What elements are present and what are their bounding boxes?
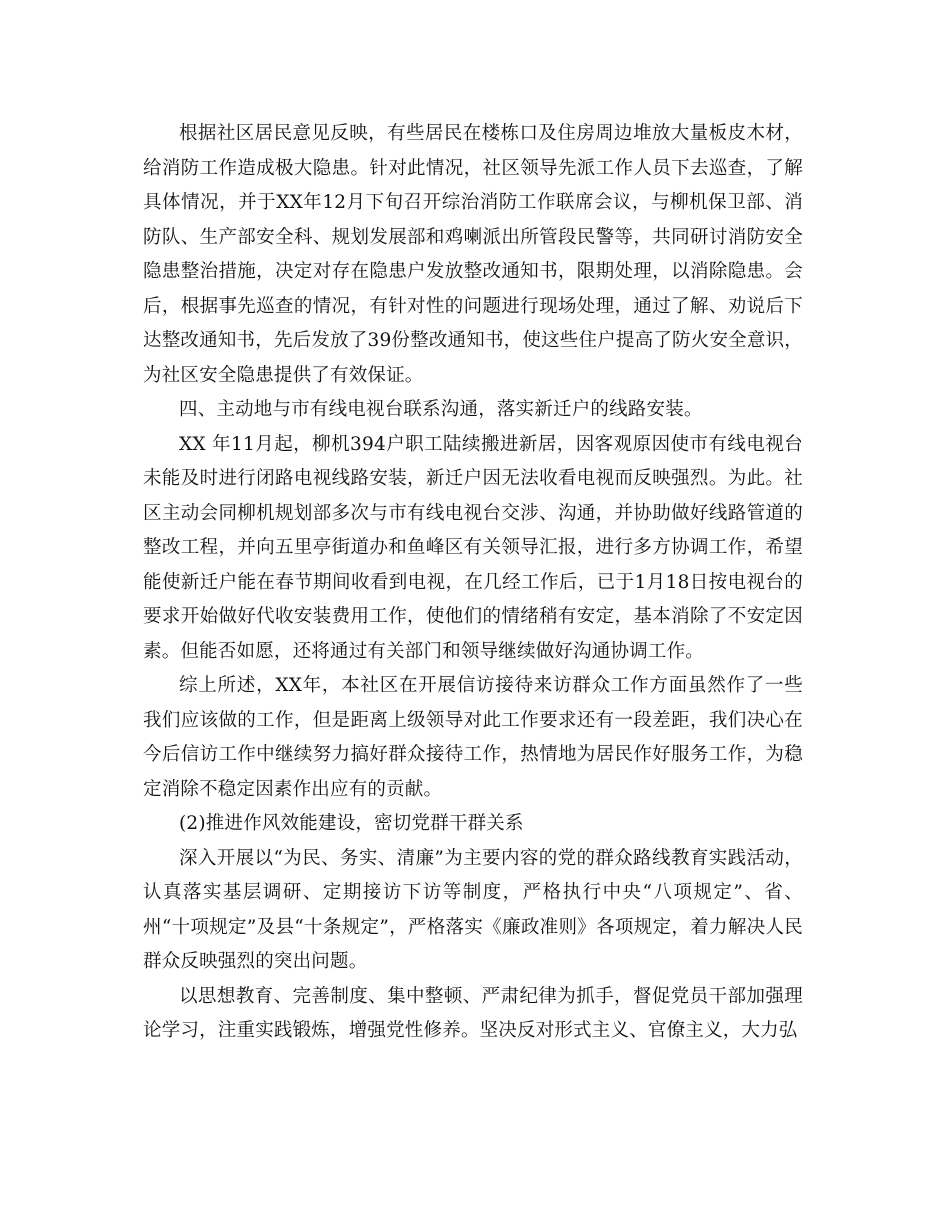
paragraph-cable-tv-installation: XX 年11月起，柳机394户职工陆续搬进新居，因客观原因使市有线电视台未能及时进行闭路电视线路安装，新迁户因无法收看电视而反映强烈。为此。社区主动会同柳机规划部多次与市有线电视台交涉、沟通，并协助做好线路管道的整改工程，并向五里亭街道办和鱼峰区有关领导汇报，进行多方协调工作，希望能使新迁户能在春节期间收看到电视，在几经工作后，已于1月18日按电视台的要求开始做好代收安装费用工作，使他们的情绪稍有安定，基本消除了不安定因素。但能否如愿，还将通过有关部门和领导继续做好沟通协调工作。 (143, 433, 803, 662)
paragraph-ideological-education: 以思想教育、完善制度、集中整顿、严肃纪律为抓手，督促党员干部加强理论学习，注重实践锻炼，增强党性修养。坚决反对形式主义、官僚主义，大力弘 (143, 985, 803, 1041)
paragraph-summary: 综上所述，XX年，本社区在开展信访接待来访群众工作方面虽然作了一些我们应该做的工作，但是距离上级领导对此工作要求还有一段差距，我们决心在今后信访工作中继续努力搞好群众接待工作，热情地为居民作好服务工作，为稳定消除不稳定因素作出应有的贡献。 (143, 675, 803, 800)
paragraph-section-heading: (2)推进作风效能建设，密切党群干群关系 (179, 813, 524, 834)
paragraph-cable-tv-heading: 四、主动地与市有线电视台联系沟通，落实新迁户的线路安装。 (179, 399, 703, 420)
paragraph-mass-line-education: 深入开展以“为民、务实、清廉”为主要内容的党的群众路线教育实践活动，认真落实基层调研、定期接访下访等制度，严格执行中央“八项规定”、省、州“十项规定”及县“十条规定”，严格落实《廉政准则》各项规定，着力解决人民群众反映强烈的突出问题。 (143, 847, 803, 972)
paragraph-fire-safety: 根据社区居民意见反映，有些居民在楼栋口及住房周边堆放大量板皮木材，给消防工作造成极大隐患。针对此情况，社区领导先派工作人员下去巡查，了解具体情况，并于XX年12月下旬召开综治消防工作联席会议，与柳机保卫部、消防队、生产部安全科、规划发展部和鸡喇派出所管段民警等，共同研讨消防安全隐患整治措施，决定对存在隐患户发放整改通知书，限期处理，以消除隐患。会后，根据事先巡查的情况，有针对性的问题进行现场处理，通过了解、劝说后下达整改通知书，先后发放了39份整改通知书，使这些住户提高了防火安全意识，为社区安全隐患提供了有效保证。 (143, 123, 803, 386)
document-body (143, 117, 803, 1049)
